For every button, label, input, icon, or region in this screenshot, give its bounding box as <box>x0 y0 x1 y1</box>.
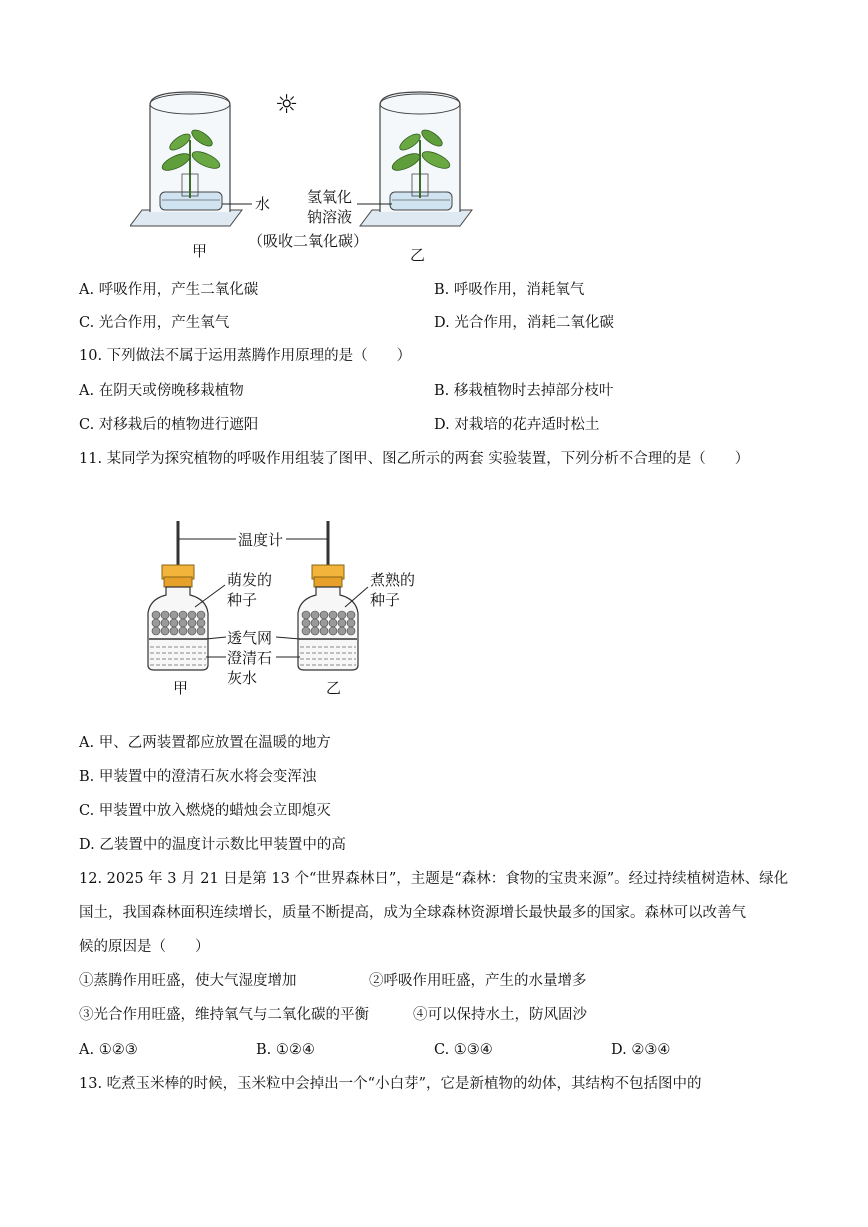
label-lime-2: 灰水 <box>227 669 258 687</box>
q11-option-a: A. 甲、乙两装置都应放置在温暖的地方 <box>79 735 331 751</box>
q10-option-c: C. 对移栽后的植物进行遮阳 <box>79 417 259 433</box>
q12-stem-line-3: 候的原因是（ ） <box>79 939 210 955</box>
q9-option-c: C. 光合作用，产生氧气 <box>79 315 230 331</box>
q12-stem-line-2: 国土，我国森林面积连续增长，质量不断提高，成为全球森林资源增长最快最多的国家。森林可以改善气 <box>79 905 746 921</box>
label-yi: 乙 <box>410 246 426 264</box>
q10-option-d: D. 对栽培的花卉适时松土 <box>434 417 600 433</box>
q12-option-c: C. ①③④ <box>434 1042 493 1058</box>
right-base-plate <box>360 210 472 226</box>
q11-option-c: C. 甲装置中放入燃烧的蜡烛会立即熄灭 <box>79 803 331 819</box>
q13-stem: 13. 吃煮玉米棒的时候，玉米粒中会掉出一个“小白芽”，它是新植物的幼体，其结构不包括图中的 <box>79 1076 702 1092</box>
sun-icon: ☼ <box>275 90 299 120</box>
q12-item-1: ①蒸腾作用旺盛，使大气湿度增加 <box>79 973 297 989</box>
label-sprout-2: 种子 <box>227 591 258 609</box>
q12-option-a: A. ①②③ <box>79 1042 138 1058</box>
q11-option-d: D. 乙装置中的温度计示数比甲装置中的高 <box>79 837 346 853</box>
q12-stem-line-1: 12. 2025 年 3 月 21 日是第 13 个“世界森林日”，主题是“森林：食物的宝贵来源”。经过持续植树造林、绿化 <box>79 871 789 887</box>
q12-item-4: ④可以保持水土，防风固沙 <box>413 1007 587 1023</box>
label-naoh-1: 氢氧化 <box>307 188 353 206</box>
q9-option-b: B. 呼吸作用，消耗氧气 <box>434 282 585 298</box>
label-jia: 甲 <box>192 242 208 260</box>
bell-jar-figure <box>130 80 490 265</box>
label-water: 水 <box>255 195 271 213</box>
q9-option-a: A. 呼吸作用，产生二氧化碳 <box>79 282 259 298</box>
q11-option-b: B. 甲装置中的澄清石灰水将会变浑浊 <box>79 769 317 785</box>
label-cooked-2: 种子 <box>370 591 401 609</box>
label-yi: 乙 <box>326 679 342 697</box>
left-base-plate <box>130 210 242 226</box>
label-jia: 甲 <box>173 679 189 697</box>
q12-option-d: D. ②③④ <box>611 1042 671 1058</box>
label-lime-1: 澄清石 <box>227 649 273 667</box>
label-thermometer: 温度计 <box>238 531 284 549</box>
label-cooked-1: 煮熟的 <box>370 571 416 589</box>
q10-option-a: A. 在阴天或傍晚移栽植物 <box>79 383 244 399</box>
q12-item-3: ③光合作用旺盛，维持氧气与二氧化碳的平衡 <box>79 1007 369 1023</box>
label-sprout-1: 萌发的 <box>227 571 273 589</box>
q10-stem: 10. 下列做法不属于运用蒸腾作用原理的是（ ） <box>79 348 412 364</box>
label-naoh-2: 钠溶液 <box>307 208 353 226</box>
label-mesh: 透气网 <box>227 629 273 647</box>
q12-option-b: B. ①②④ <box>256 1042 315 1058</box>
q9-option-d: D. 光合作用，消耗二氧化碳 <box>434 315 614 331</box>
q11-stem: 11. 某同学为探究植物的呼吸作用组装了图甲、图乙所示的两套 实验装置，下列分析不合理的是（ ） <box>79 451 750 467</box>
q12-item-2: ②呼吸作用旺盛，产生的水量增多 <box>369 973 587 989</box>
respiration-apparatus-figure <box>140 515 470 700</box>
q10-option-b: B. 移栽植物时去掉部分枝叶 <box>434 383 614 399</box>
label-absorb-co2: （吸收二氧化碳） <box>248 232 369 250</box>
